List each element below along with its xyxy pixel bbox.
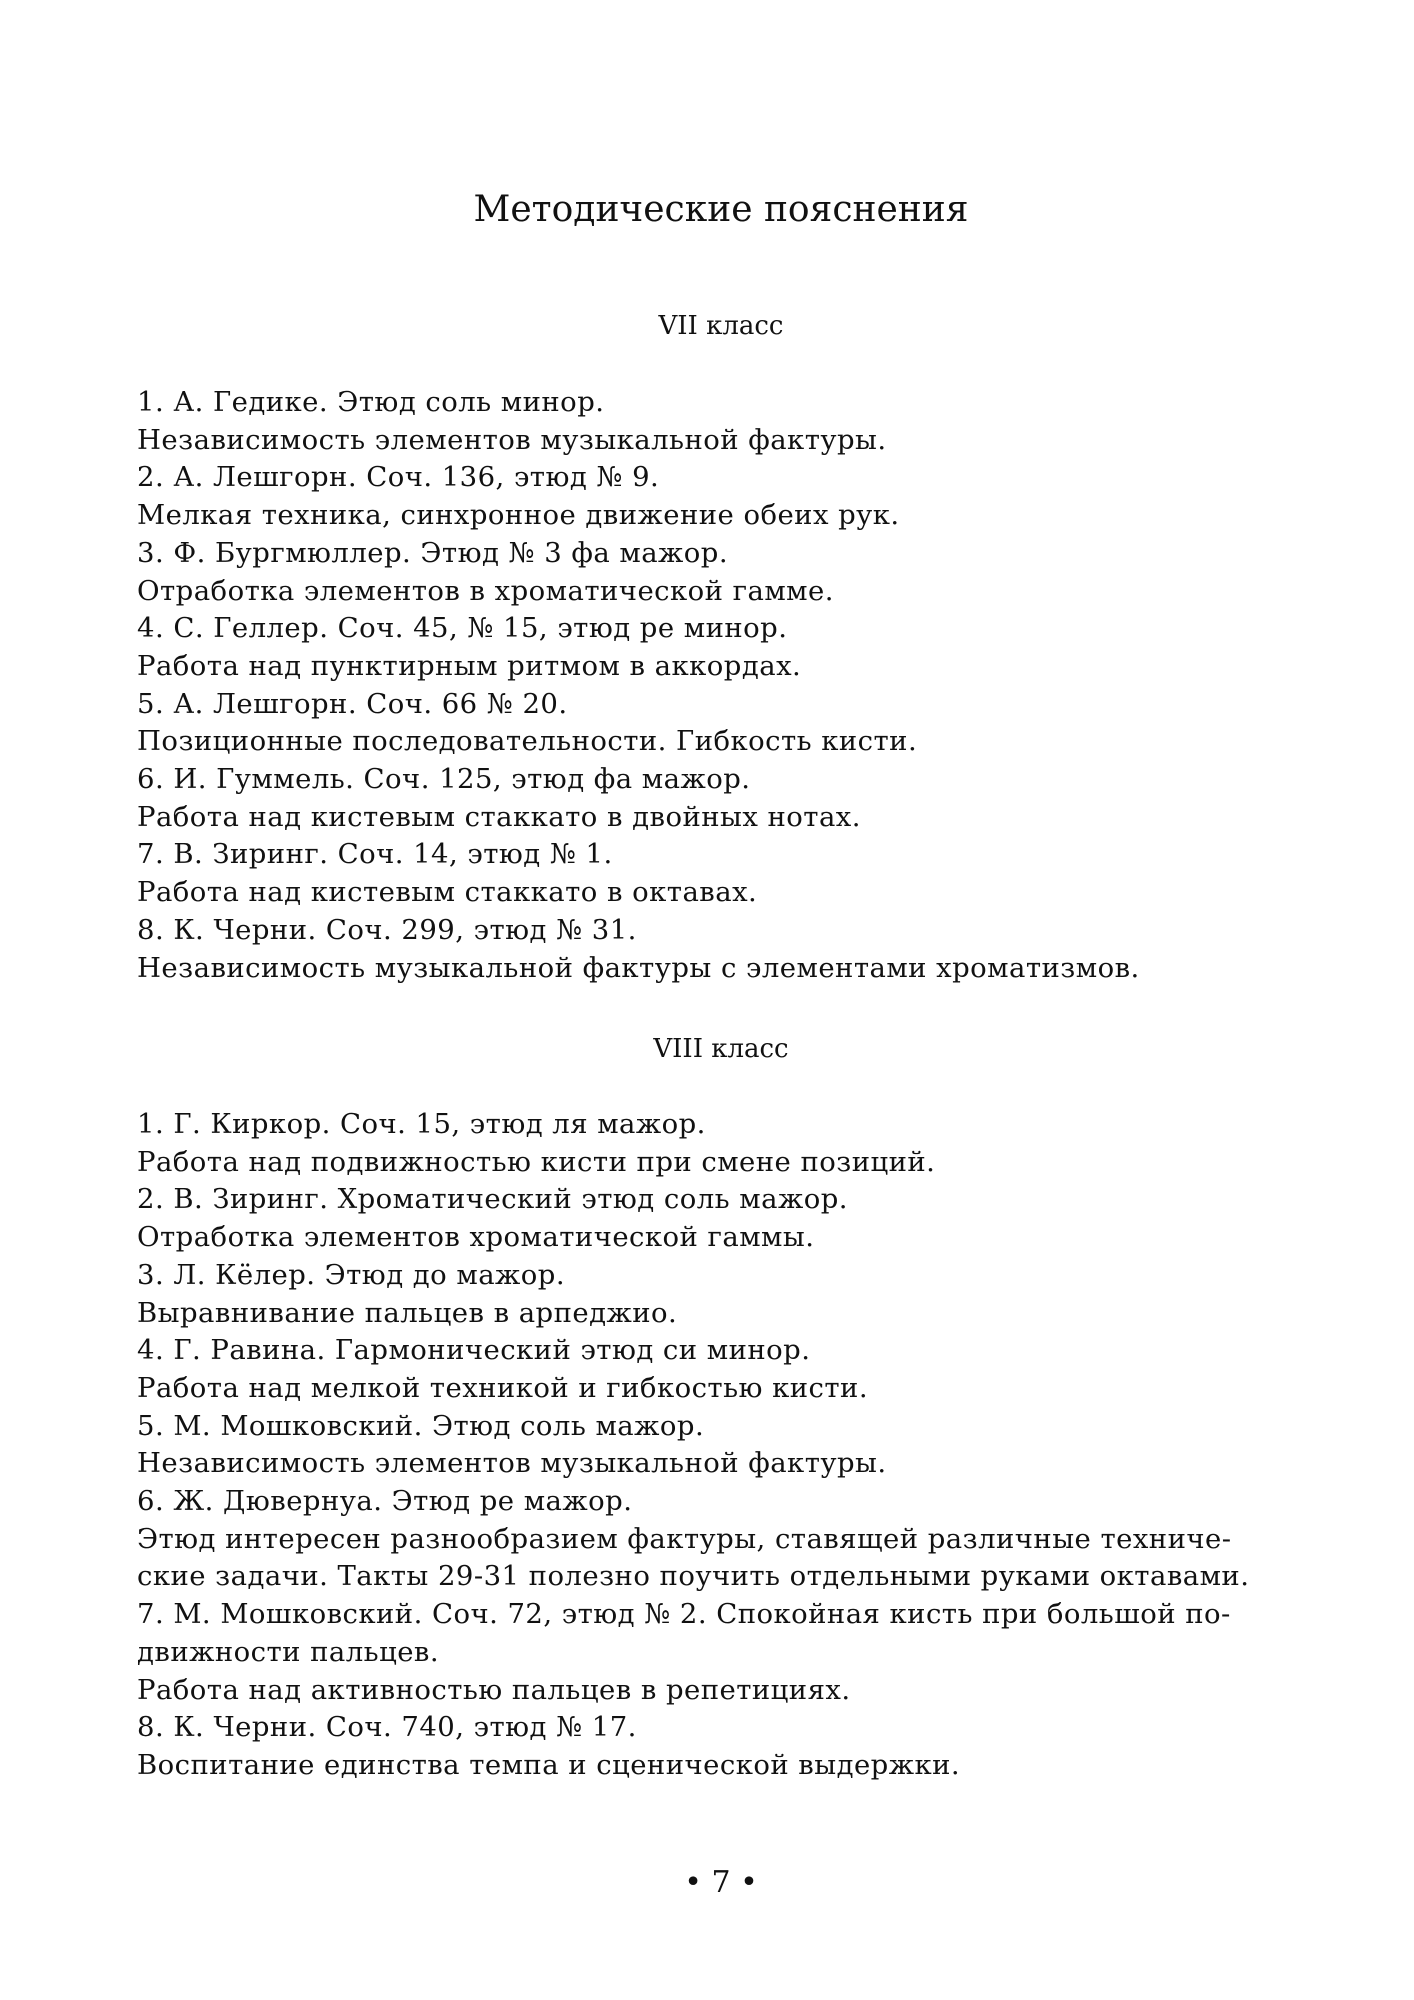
page-title: Методические пояснения xyxy=(473,189,969,230)
list-item: 2. А. Лешгорн. Соч. 136, этюд № 9. xyxy=(137,461,660,494)
list-item: 8. К. Черни. Соч. 299, этюд № 31. xyxy=(137,913,637,946)
list-item: Независимость музыкальной фактуры с элементами хроматизмов. xyxy=(137,951,1140,984)
list-item: Этюд интересен разнообразием фактуры, ставящей различные техниче- xyxy=(137,1522,1232,1555)
page-number: • 7 • xyxy=(684,1865,758,1900)
list-item: движности пальцев. xyxy=(137,1635,440,1668)
list-item: 7. М. Мошковский. Соч. 72, этюд № 2. Спокойная кисть при большой по- xyxy=(137,1598,1231,1631)
section-heading-viii: VIII класс xyxy=(653,1034,789,1064)
list-item: 1. А. Гедике. Этюд соль минор. xyxy=(137,386,605,418)
list-item: 8. К. Черни. Соч. 740, этюд № 17. xyxy=(137,1711,637,1744)
list-item: Работа над кистевым стаккато в октавах. xyxy=(137,876,758,909)
list-item: 6. И. Гуммель. Соч. 125, этюд фа мажор. xyxy=(137,763,751,796)
list-item: 5. М. Мошковский. Этюд соль мажор. xyxy=(137,1409,705,1442)
list-item: Отработка элементов хроматической гаммы. xyxy=(137,1221,815,1254)
section-viii-list xyxy=(137,1106,1257,1785)
list-item: 3. Л. Кёлер. Этюд до мажор. xyxy=(137,1258,566,1291)
list-item: 1. Г. Киркор. Соч. 15, этюд ля мажор. xyxy=(137,1108,706,1140)
list-item: Работа над активностью пальцев в репетициях. xyxy=(137,1673,851,1706)
list-item: 4. С. Геллер. Соч. 45, № 15, этюд ре минор. xyxy=(137,612,788,645)
list-item: Позиционные последовательности. Гибкость кисти. xyxy=(137,725,918,758)
list-item: Независимость элементов музыкальной фактуры. xyxy=(137,1447,887,1480)
list-item: 5. А. Лешгорн. Соч. 66 № 20. xyxy=(137,687,568,720)
section-vii-list xyxy=(137,384,1257,987)
list-item: Работа над подвижностью кисти при смене позиций. xyxy=(137,1145,936,1178)
list-item: Работа над кистевым стаккато в двойных нотах. xyxy=(137,800,861,833)
list-item: 7. В. Зиринг. Соч. 14, этюд № 1. xyxy=(137,838,613,871)
list-item: Мелкая техника, синхронное движение обеих рук. xyxy=(137,499,900,532)
list-item: Отработка элементов в хроматической гамме. xyxy=(137,574,834,607)
list-item: Работа над пунктирным ритмом в аккордах. xyxy=(137,649,802,682)
list-item: Выравнивание пальцев в арпеджио. xyxy=(137,1296,678,1329)
section-heading-vii: VII класс xyxy=(658,311,784,341)
list-item: Независимость элементов музыкальной фактуры. xyxy=(137,423,887,456)
list-item: 3. Ф. Бургмюллер. Этюд № 3 фа мажор. xyxy=(137,536,729,569)
list-item: 6. Ж. Дювернуа. Этюд ре мажор. xyxy=(137,1485,633,1518)
list-item: Работа над мелкой техникой и гибкостью кисти. xyxy=(137,1371,869,1404)
list-item: ские задачи. Такты 29-31 полезно поучить отдельными руками октавами. xyxy=(137,1560,1250,1593)
list-item: 2. В. Зиринг. Хроматический этюд соль мажор. xyxy=(137,1183,848,1216)
list-item: Воспитание единства темпа и сценической выдержки. xyxy=(137,1748,961,1781)
list-item: 4. Г. Равина. Гармонический этюд си минор. xyxy=(137,1334,811,1367)
